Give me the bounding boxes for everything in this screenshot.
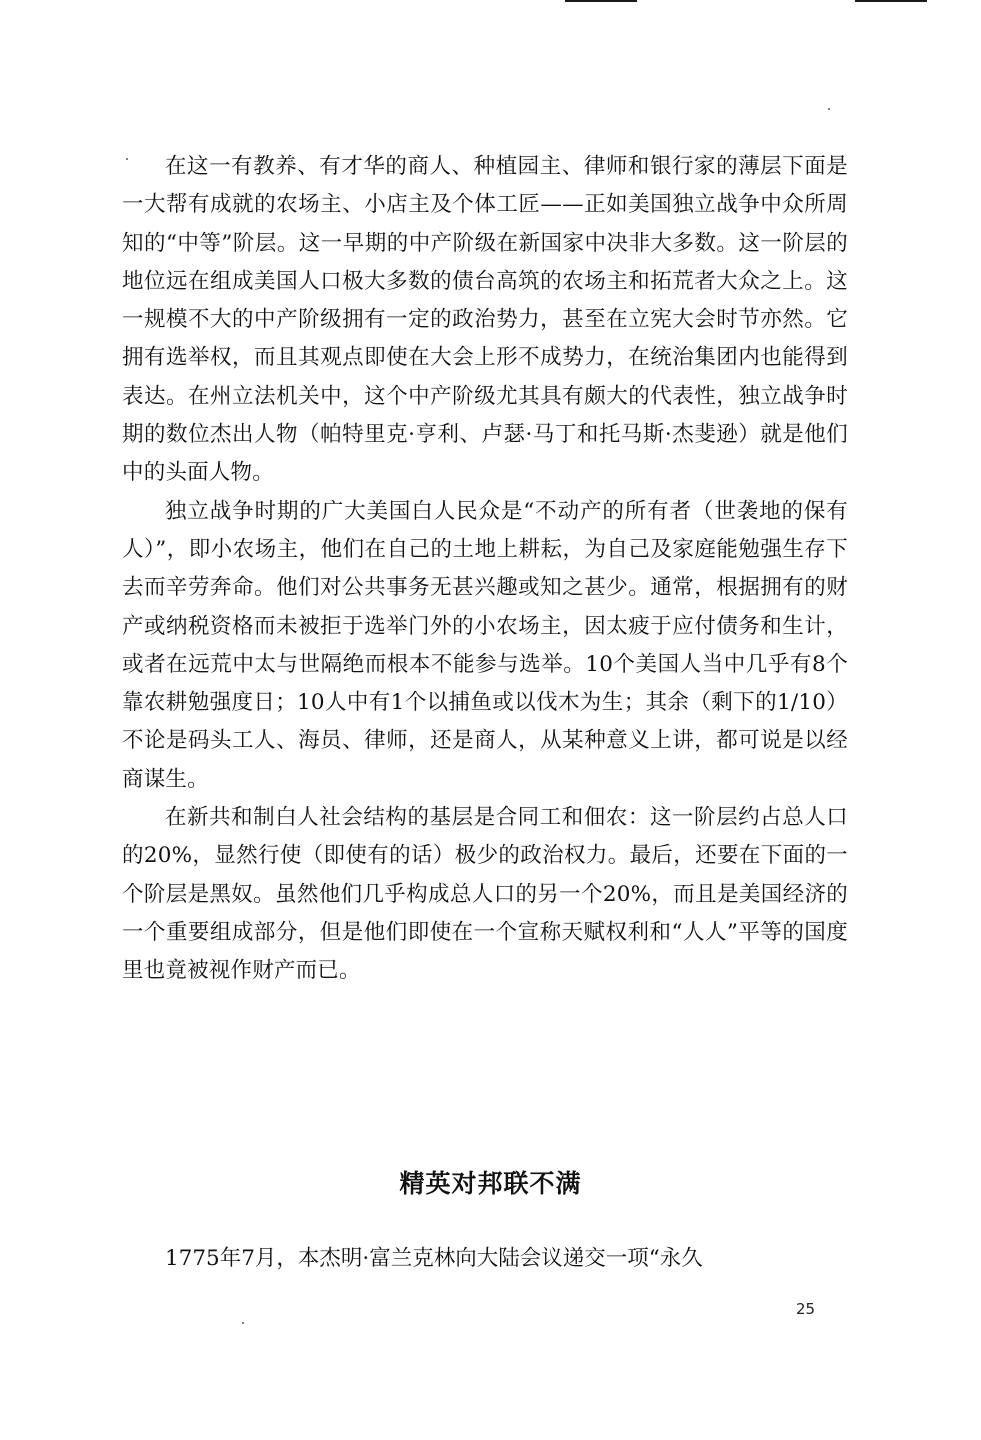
paragraph-start: 1775年7月，本杰明·富兰克林向大陆会议递交一项“永久 (165, 1246, 703, 1271)
print-speck (828, 108, 830, 110)
body-text (122, 148, 848, 991)
paragraph: 独立战争时期的广大美国白人民众是“不动产的所有者（世袭地的保有人）”，即小农场主，他们在自己的土地上耕耘，为自己及家庭能勉强生存下去而辛劳奔命。他们对公共事务无甚兴趣或知之甚少。通常，根据拥有的财产或纳税资格而未被拒于选举门外的小农场主，因太疲于应付债务和生计，或者在远荒中太与世隔绝而根本不能参与选举。10个美国人当中几乎有8个靠农耕勉强度日；10人中有1个以捕鱼或以伐木为生；其余（剩下的1/10）不论是码头工人、海员、律师，还是商人，从某种意义上讲，都可说是以经商谋生。 (122, 498, 848, 792)
print-speck (242, 1322, 244, 1324)
page-number: 25 (796, 1300, 816, 1318)
top-edge-mark-right (855, 0, 927, 2)
section-heading: 精英对邦联不满 (399, 1169, 582, 1198)
paragraph: 在新共和制白人社会结构的基层是合同工和佃农：这一阶层约占总人口的20%，显然行使（即使有的话）极少的政治权力。最后，还要在下面的一个阶层是黑奴。虽然他们几乎构成总人口的另一个20%，而且是美国经济的一个重要组成部分，但是他们即使在一个宣称天赋权利和“人人”平等的国度里也竟被视作财产而已。 (122, 805, 848, 984)
paragraph: 在这一有教养、有才华的商人、种植园主、律师和银行家的薄层下面是一大帮有成就的农场主、小店主及个体工匠——正如美国独立战争中众所周知的“中等”阶层。这一早期的中产阶级在新国家中决非大多数。这一阶层的地位远在组成美国人口极大多数的债台高筑的农场主和拓荒者大众之上。这一规模不大的中产阶级拥有一定的政治势力，甚至在立宪大会时节亦然。它拥有选举权，而且其观点即使在大会上形不成势力，在统治集团内也能得到表达。在州立法机关中，这个中产阶级尤其具有颇大的代表性，独立战争时期的数位杰出人物（帕特里克·亨利、卢瑟·马丁和托马斯·杰斐逊）就是他们中的头面人物。 (122, 154, 848, 486)
top-edge-mark-left (565, 0, 637, 2)
